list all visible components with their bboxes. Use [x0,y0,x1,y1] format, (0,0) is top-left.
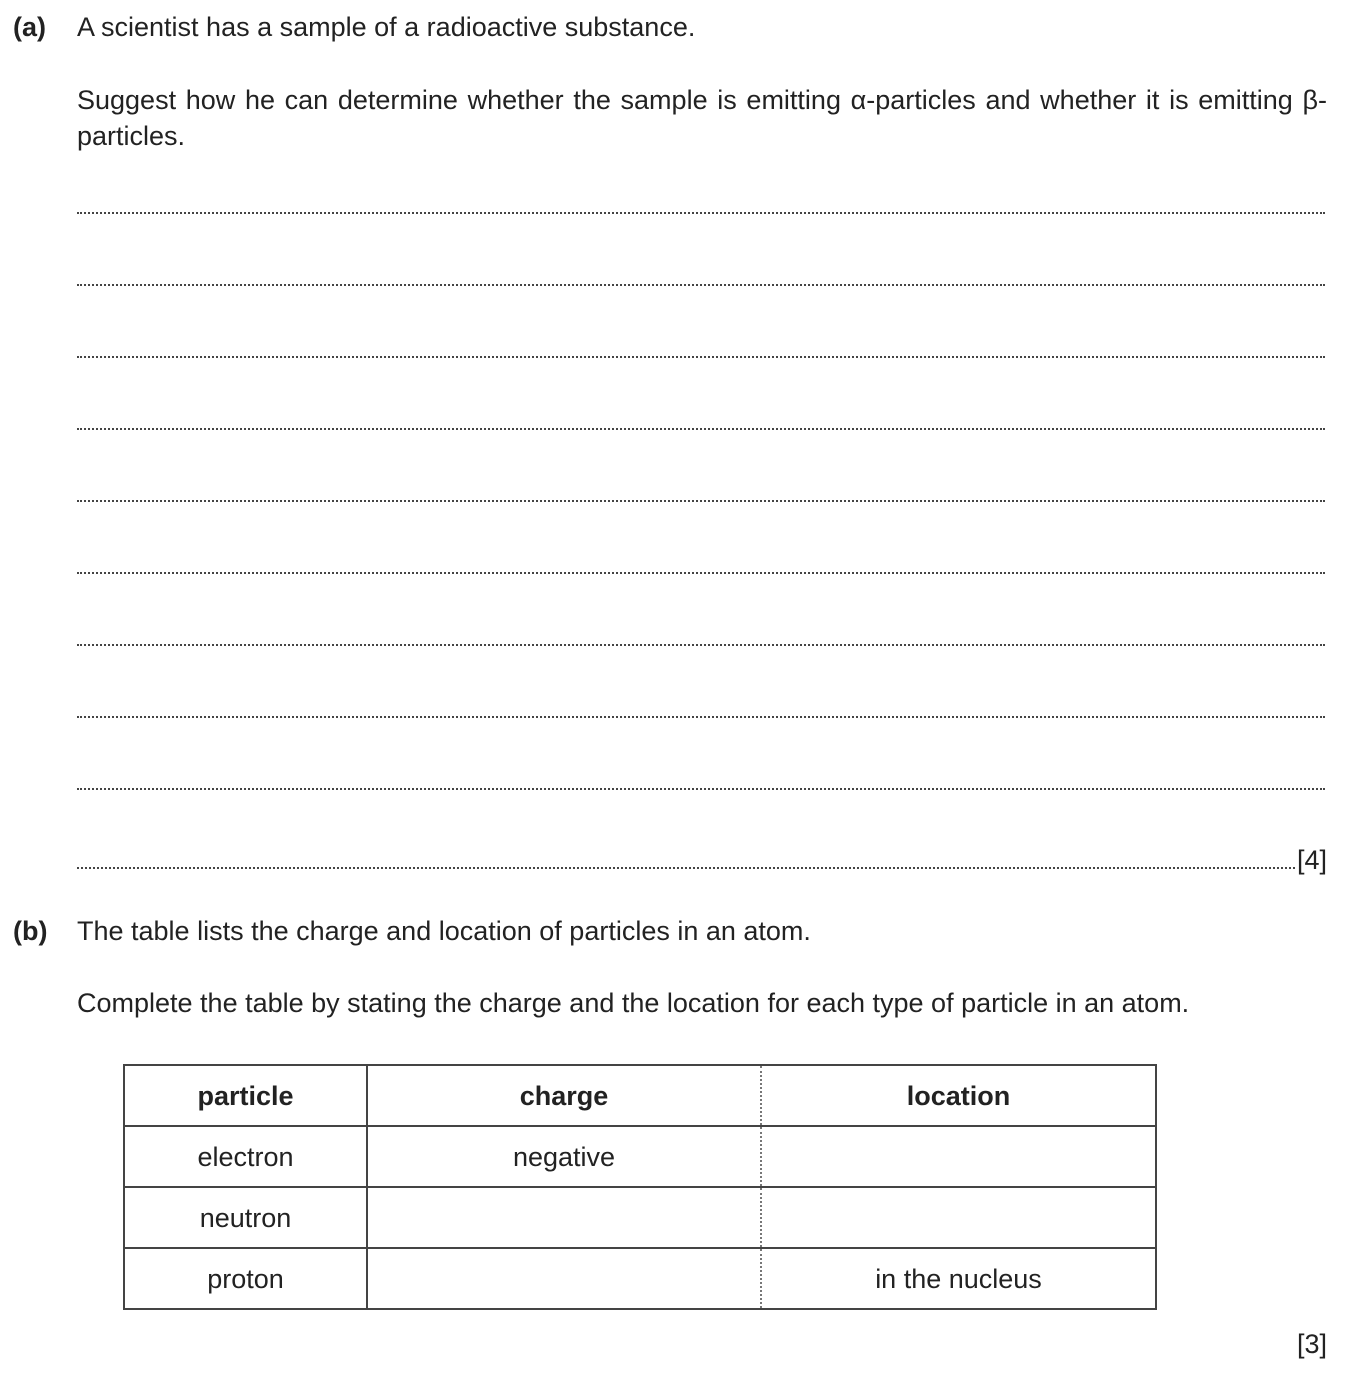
table-row [124,1187,1156,1248]
answer-line[interactable] [77,644,1325,646]
answer-line[interactable] [77,788,1325,790]
part-b-intro: The table lists the charge and location of particles in an atom. [77,916,811,946]
cell-proton-charge[interactable] [367,1248,761,1309]
cell-electron-particle: electron [124,1126,367,1187]
cell-electron-location[interactable] [761,1126,1156,1187]
table-row [124,1126,1156,1187]
answer-line[interactable] [77,716,1325,718]
answer-line[interactable] [77,572,1325,574]
cell-proton-location: in the nucleus [761,1248,1156,1309]
cell-neutron-location[interactable] [761,1187,1156,1248]
header-particle: particle [124,1065,367,1126]
cell-electron-charge: negative [367,1126,761,1187]
answer-line[interactable] [77,212,1325,214]
header-charge: charge [367,1065,761,1126]
answer-line-final[interactable] [77,842,1327,878]
cell-neutron-particle: neutron [124,1187,367,1248]
answer-line[interactable] [77,356,1325,358]
answer-line[interactable] [77,500,1325,502]
table-header-row [124,1065,1156,1126]
part-a-mark: [4] [1296,845,1327,875]
table-row [124,1248,1156,1309]
header-location: location [761,1065,1156,1126]
particle-table [123,1064,1157,1310]
cell-neutron-charge[interactable] [367,1187,761,1248]
part-a-intro: A scientist has a sample of a radioactive substance. [77,12,696,42]
cell-proton-particle: proton [124,1248,367,1309]
part-b-question: Complete the table by stating the charge and the location for each type of particle in an atom. [77,988,1190,1018]
part-a-question: Suggest how he can determine whether the sample is emitting α-particles and whether it is emitting β-particles. [77,85,1327,151]
answer-line-dots[interactable] [77,867,1295,869]
answer-line[interactable] [77,284,1325,286]
part-b-label: (b) [13,916,48,946]
part-b-mark: [3] [1296,1329,1327,1359]
part-a-label: (a) [13,12,46,42]
answer-line[interactable] [77,428,1325,430]
